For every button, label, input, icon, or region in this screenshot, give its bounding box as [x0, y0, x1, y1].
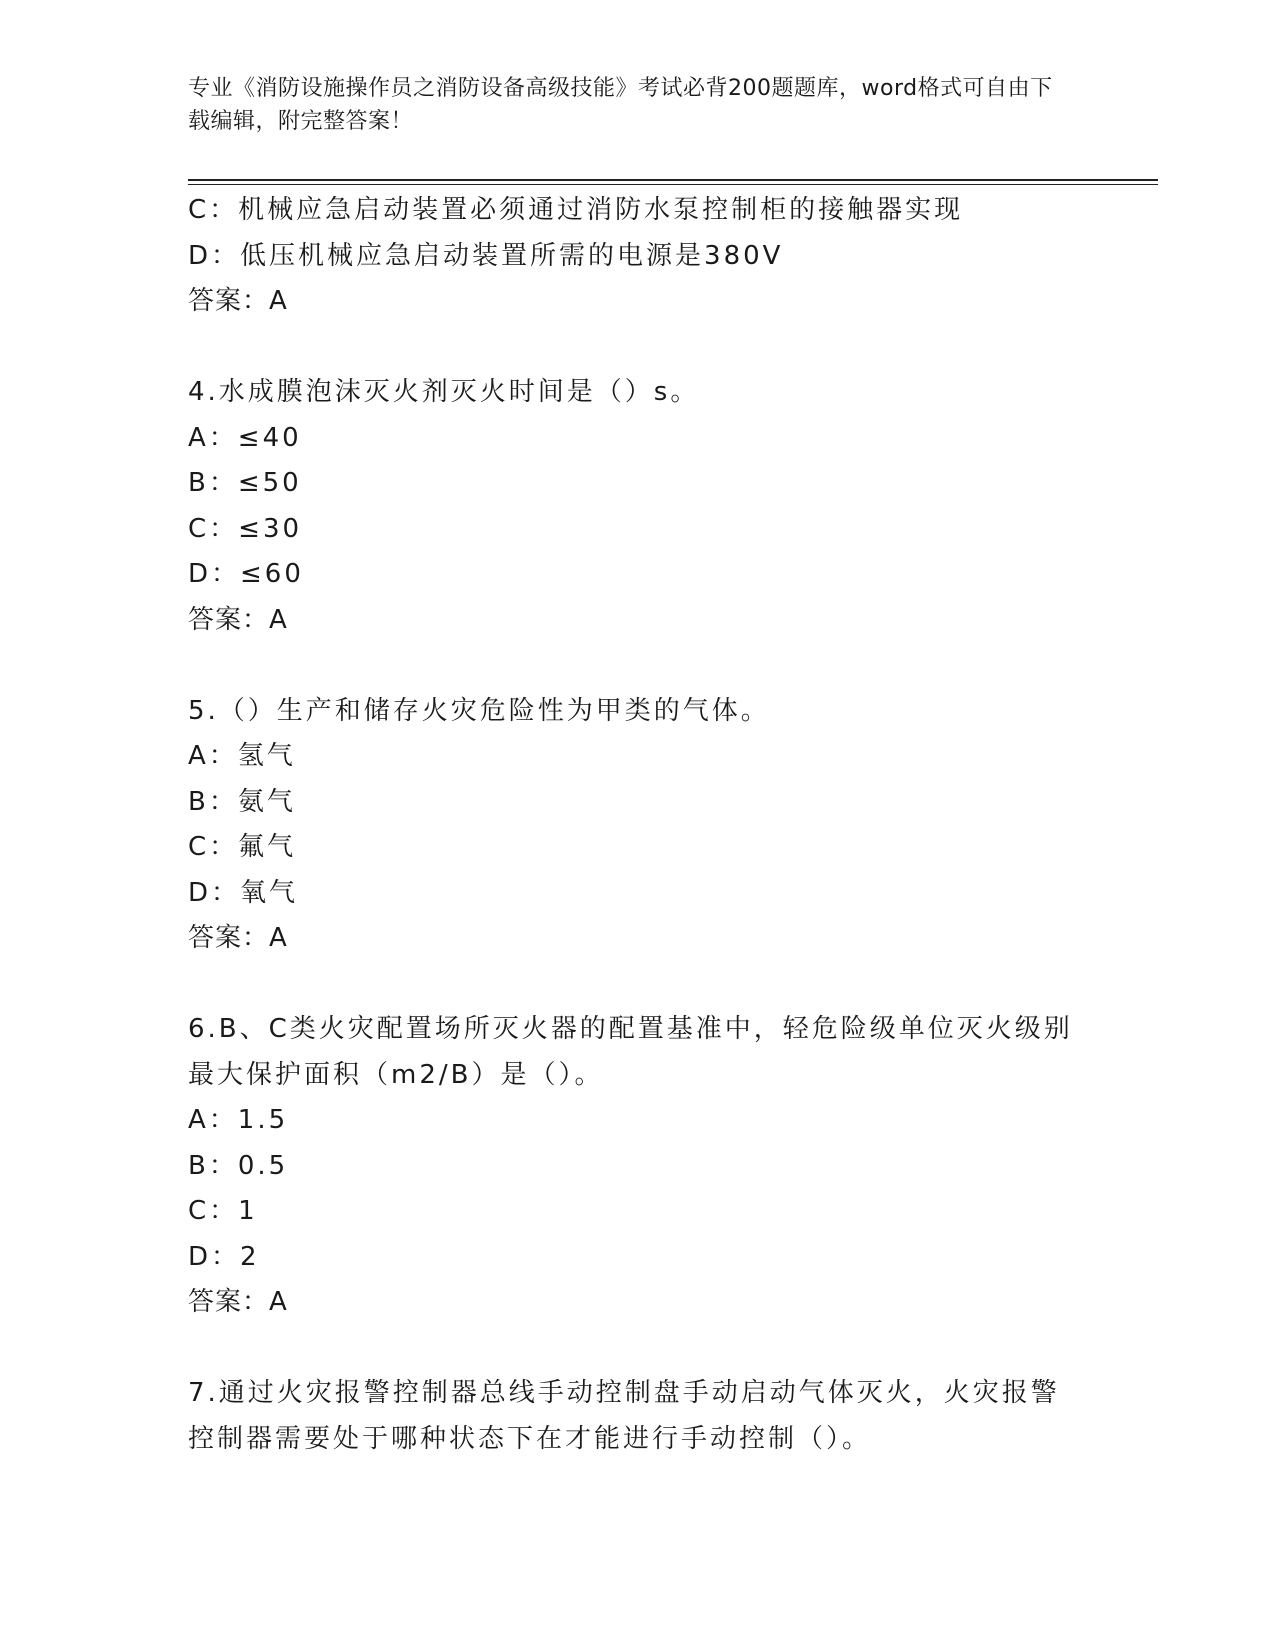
header-rule-thick — [188, 179, 1158, 181]
option-b: B：≤50 — [188, 468, 302, 498]
option-a: A：≤40 — [188, 422, 302, 453]
option-d: D：低压机械应急启动装置所需的电源是380V — [188, 240, 784, 271]
question-7 — [188, 1371, 1108, 1462]
header-title: 专业《消防设施操作员之消防设备高级技能》考试必背200题题库，word格式可自由下载编辑，附完整答案！ — [188, 76, 1053, 134]
spacer — [188, 962, 1108, 1008]
option-b: B：氨气 — [188, 786, 296, 817]
spacer — [188, 1326, 1108, 1372]
option-c: C：1 — [188, 1196, 258, 1226]
option-c: C：≤30 — [188, 513, 303, 544]
option-d: D：氧气 — [188, 877, 299, 908]
question-6 — [188, 1007, 1108, 1326]
option-c: C：氟气 — [188, 832, 297, 862]
question-stem: 4.水成膜泡沫灭火剂灭火时间是（）s。 — [188, 377, 700, 407]
question-stem-line-2: 最大保护面积（m2/B）是（）。 — [188, 1059, 604, 1090]
question-stem: 5.（）生产和储存火灾危险性为甲类的气体。 — [188, 695, 770, 726]
document-header — [188, 72, 1068, 138]
spacer — [188, 643, 1108, 689]
option-c: C：机械应急启动装置必须通过消防水泵控制柜的接触器实现 — [188, 195, 964, 225]
question-5 — [188, 689, 1108, 962]
question-4 — [188, 370, 1108, 643]
question-stem-line-1: 7.通过火灾报警控制器总线手动控制盘手动启动气体灭火，火灾报警 — [188, 1378, 1060, 1408]
header-rule-thin — [188, 184, 1158, 185]
answer-line: 答案：A — [188, 923, 288, 953]
option-b: B：0.5 — [188, 1150, 289, 1181]
question-stem-line-2: 控制器需要处于哪种状态下在才能进行手动控制（）。 — [188, 1423, 872, 1454]
spacer — [188, 325, 1108, 371]
question-stem-line-1: 6.B、C类火灾配置场所灭火器的配置基准中，轻危险级单位灭火级别 — [188, 1014, 1073, 1044]
option-d: D：≤60 — [188, 559, 304, 589]
option-d: D：2 — [188, 1241, 260, 1272]
answer-line: 答案：A — [188, 1287, 288, 1317]
question-3 — [188, 188, 1108, 325]
answer-line: 答案：A — [188, 286, 288, 316]
document-body — [188, 188, 1108, 1462]
option-a: A：氢气 — [188, 741, 296, 771]
option-a: A：1.5 — [188, 1105, 289, 1135]
answer-line: 答案：A — [188, 604, 288, 635]
